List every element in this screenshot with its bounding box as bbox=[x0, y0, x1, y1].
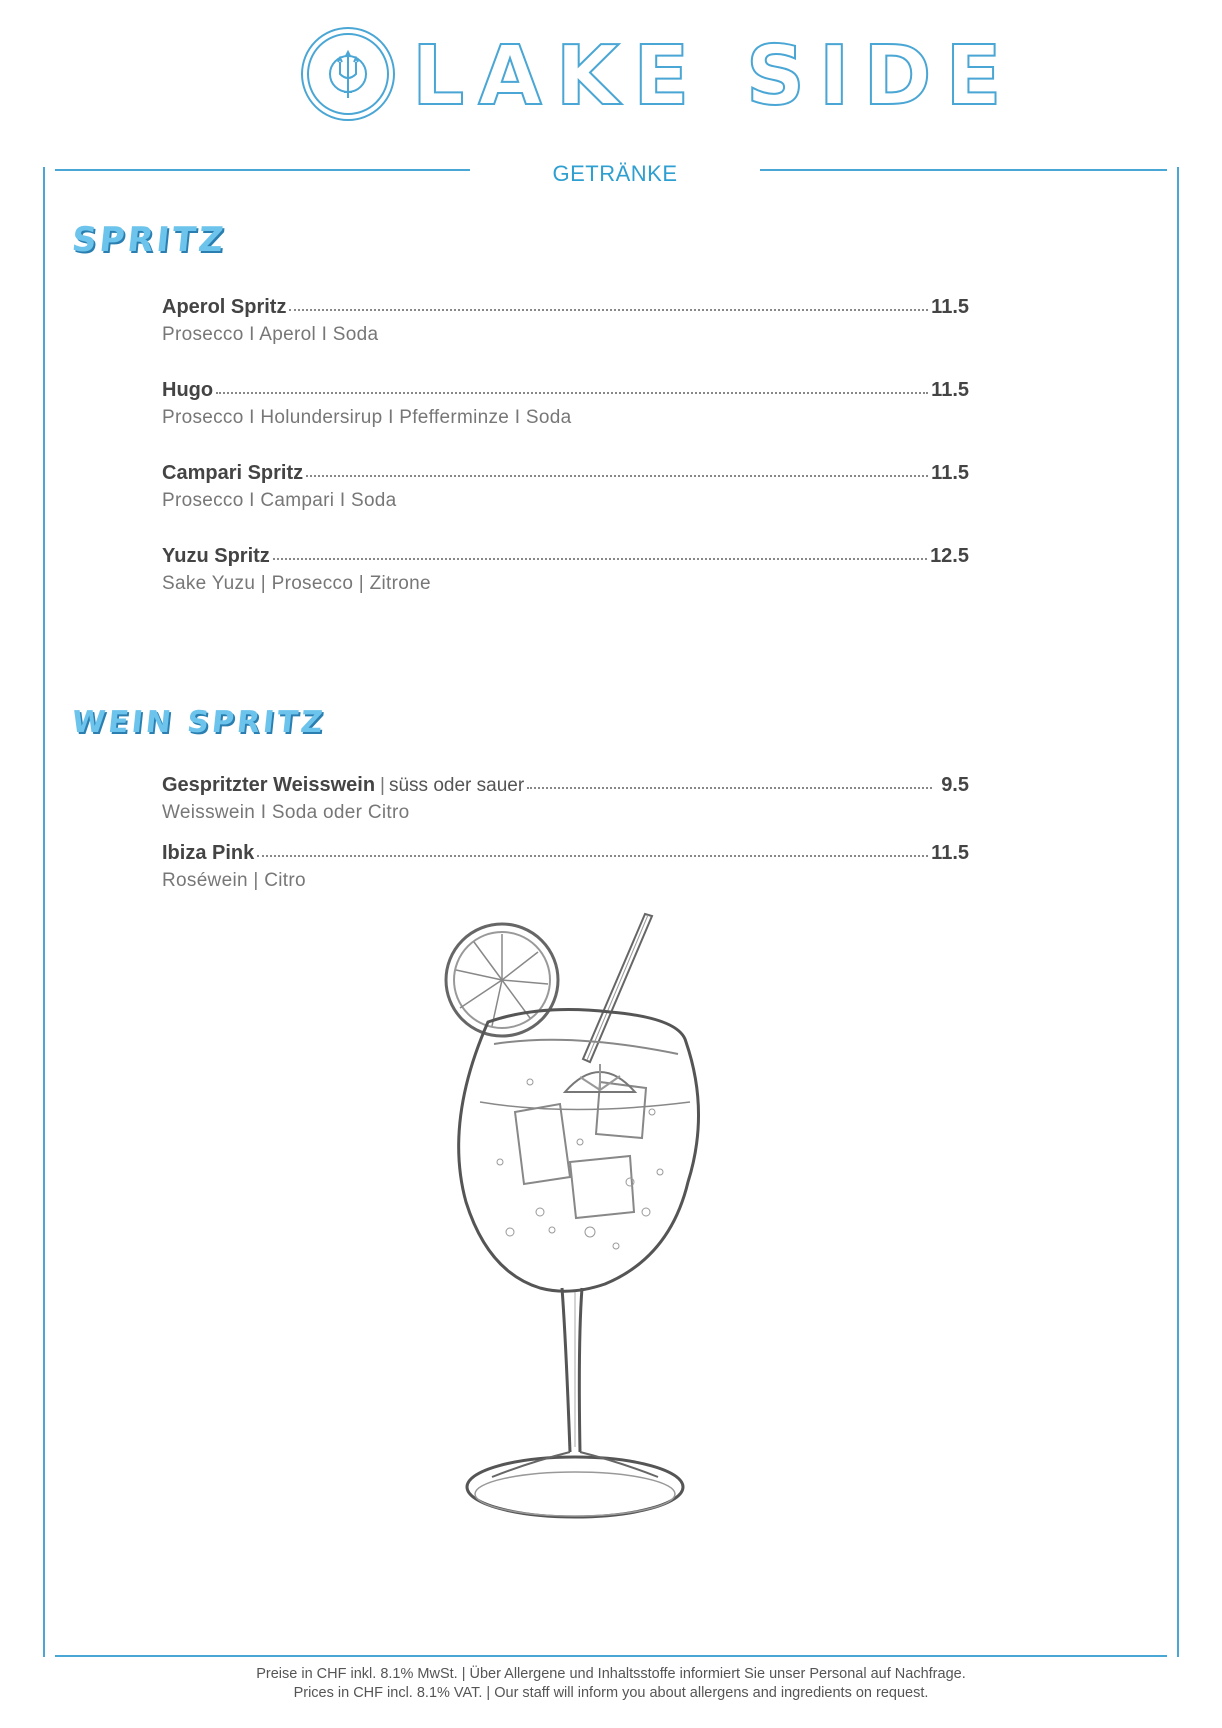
section-title-wein-spritz: WEIN SPRITZ bbox=[70, 705, 328, 740]
item-price: 11.5 bbox=[931, 296, 969, 318]
dotted-leader bbox=[273, 558, 927, 560]
item-price: 12.5 bbox=[930, 545, 969, 567]
section-title-spritz: SPRITZ bbox=[69, 220, 229, 260]
menu-item bbox=[162, 462, 969, 512]
menu-item bbox=[162, 545, 969, 595]
menu-item bbox=[162, 296, 969, 346]
menu-item bbox=[162, 774, 969, 824]
item-description: Prosecco I Holundersirup I Pfefferminze I Soda bbox=[162, 407, 572, 428]
header-rule-left bbox=[55, 169, 470, 171]
item-description: Roséwein | Citro bbox=[162, 870, 306, 891]
dotted-leader bbox=[306, 475, 928, 477]
item-price: 11.5 bbox=[931, 842, 969, 864]
frame-bottom-border bbox=[55, 1655, 1167, 1657]
item-name: Campari Spritz bbox=[162, 462, 304, 484]
dotted-leader bbox=[257, 855, 928, 857]
header-rule-right bbox=[760, 169, 1167, 171]
item-name: Ibiza Pink bbox=[162, 842, 255, 864]
frame-right-border bbox=[1177, 167, 1179, 1657]
item-name: Hugo bbox=[162, 379, 214, 401]
item-price: 11.5 bbox=[931, 379, 969, 401]
dotted-leader bbox=[527, 787, 932, 789]
item-note: süss oder sauer bbox=[388, 775, 525, 796]
item-description: Sake Yuzu | Prosecco | Zitrone bbox=[162, 573, 431, 594]
item-description: Prosecco I Aperol I Soda bbox=[162, 324, 379, 345]
menu-item bbox=[162, 842, 969, 892]
item-price: 9.5 bbox=[941, 774, 969, 796]
item-price: 11.5 bbox=[931, 462, 969, 484]
dotted-leader bbox=[289, 309, 928, 311]
spritz-glass-sketch-icon bbox=[420, 912, 720, 1532]
brand-logo bbox=[300, 26, 1016, 124]
brand-name: LAKE SIDE bbox=[412, 29, 1016, 124]
dotted-leader bbox=[216, 392, 928, 394]
item-description: Prosecco I Campari I Soda bbox=[162, 490, 397, 511]
footer bbox=[0, 1665, 1222, 1703]
footer-line-en: Prices in CHF incl. 8.1% VAT. | Our staff will inform you about allergens and ingredients on request. bbox=[293, 1685, 929, 1701]
item-name: Gespritzter Weisswein bbox=[162, 774, 376, 796]
menu-item bbox=[162, 379, 969, 429]
footer-line-de: Preise in CHF inkl. 8.1% MwSt. | Über Allergene und Inhaltsstoffe informiert Sie unser Personal auf Nachfrage. bbox=[256, 1666, 966, 1682]
trident-icon bbox=[302, 28, 394, 120]
item-name: Yuzu Spritz bbox=[162, 545, 270, 567]
frame-left-border bbox=[43, 167, 45, 1657]
item-description: Weisswein I Soda oder Citro bbox=[162, 802, 410, 823]
item-name: Aperol Spritz bbox=[162, 296, 287, 318]
page-title: GETRÄNKE bbox=[552, 161, 678, 186]
item-separator: | bbox=[380, 775, 385, 796]
